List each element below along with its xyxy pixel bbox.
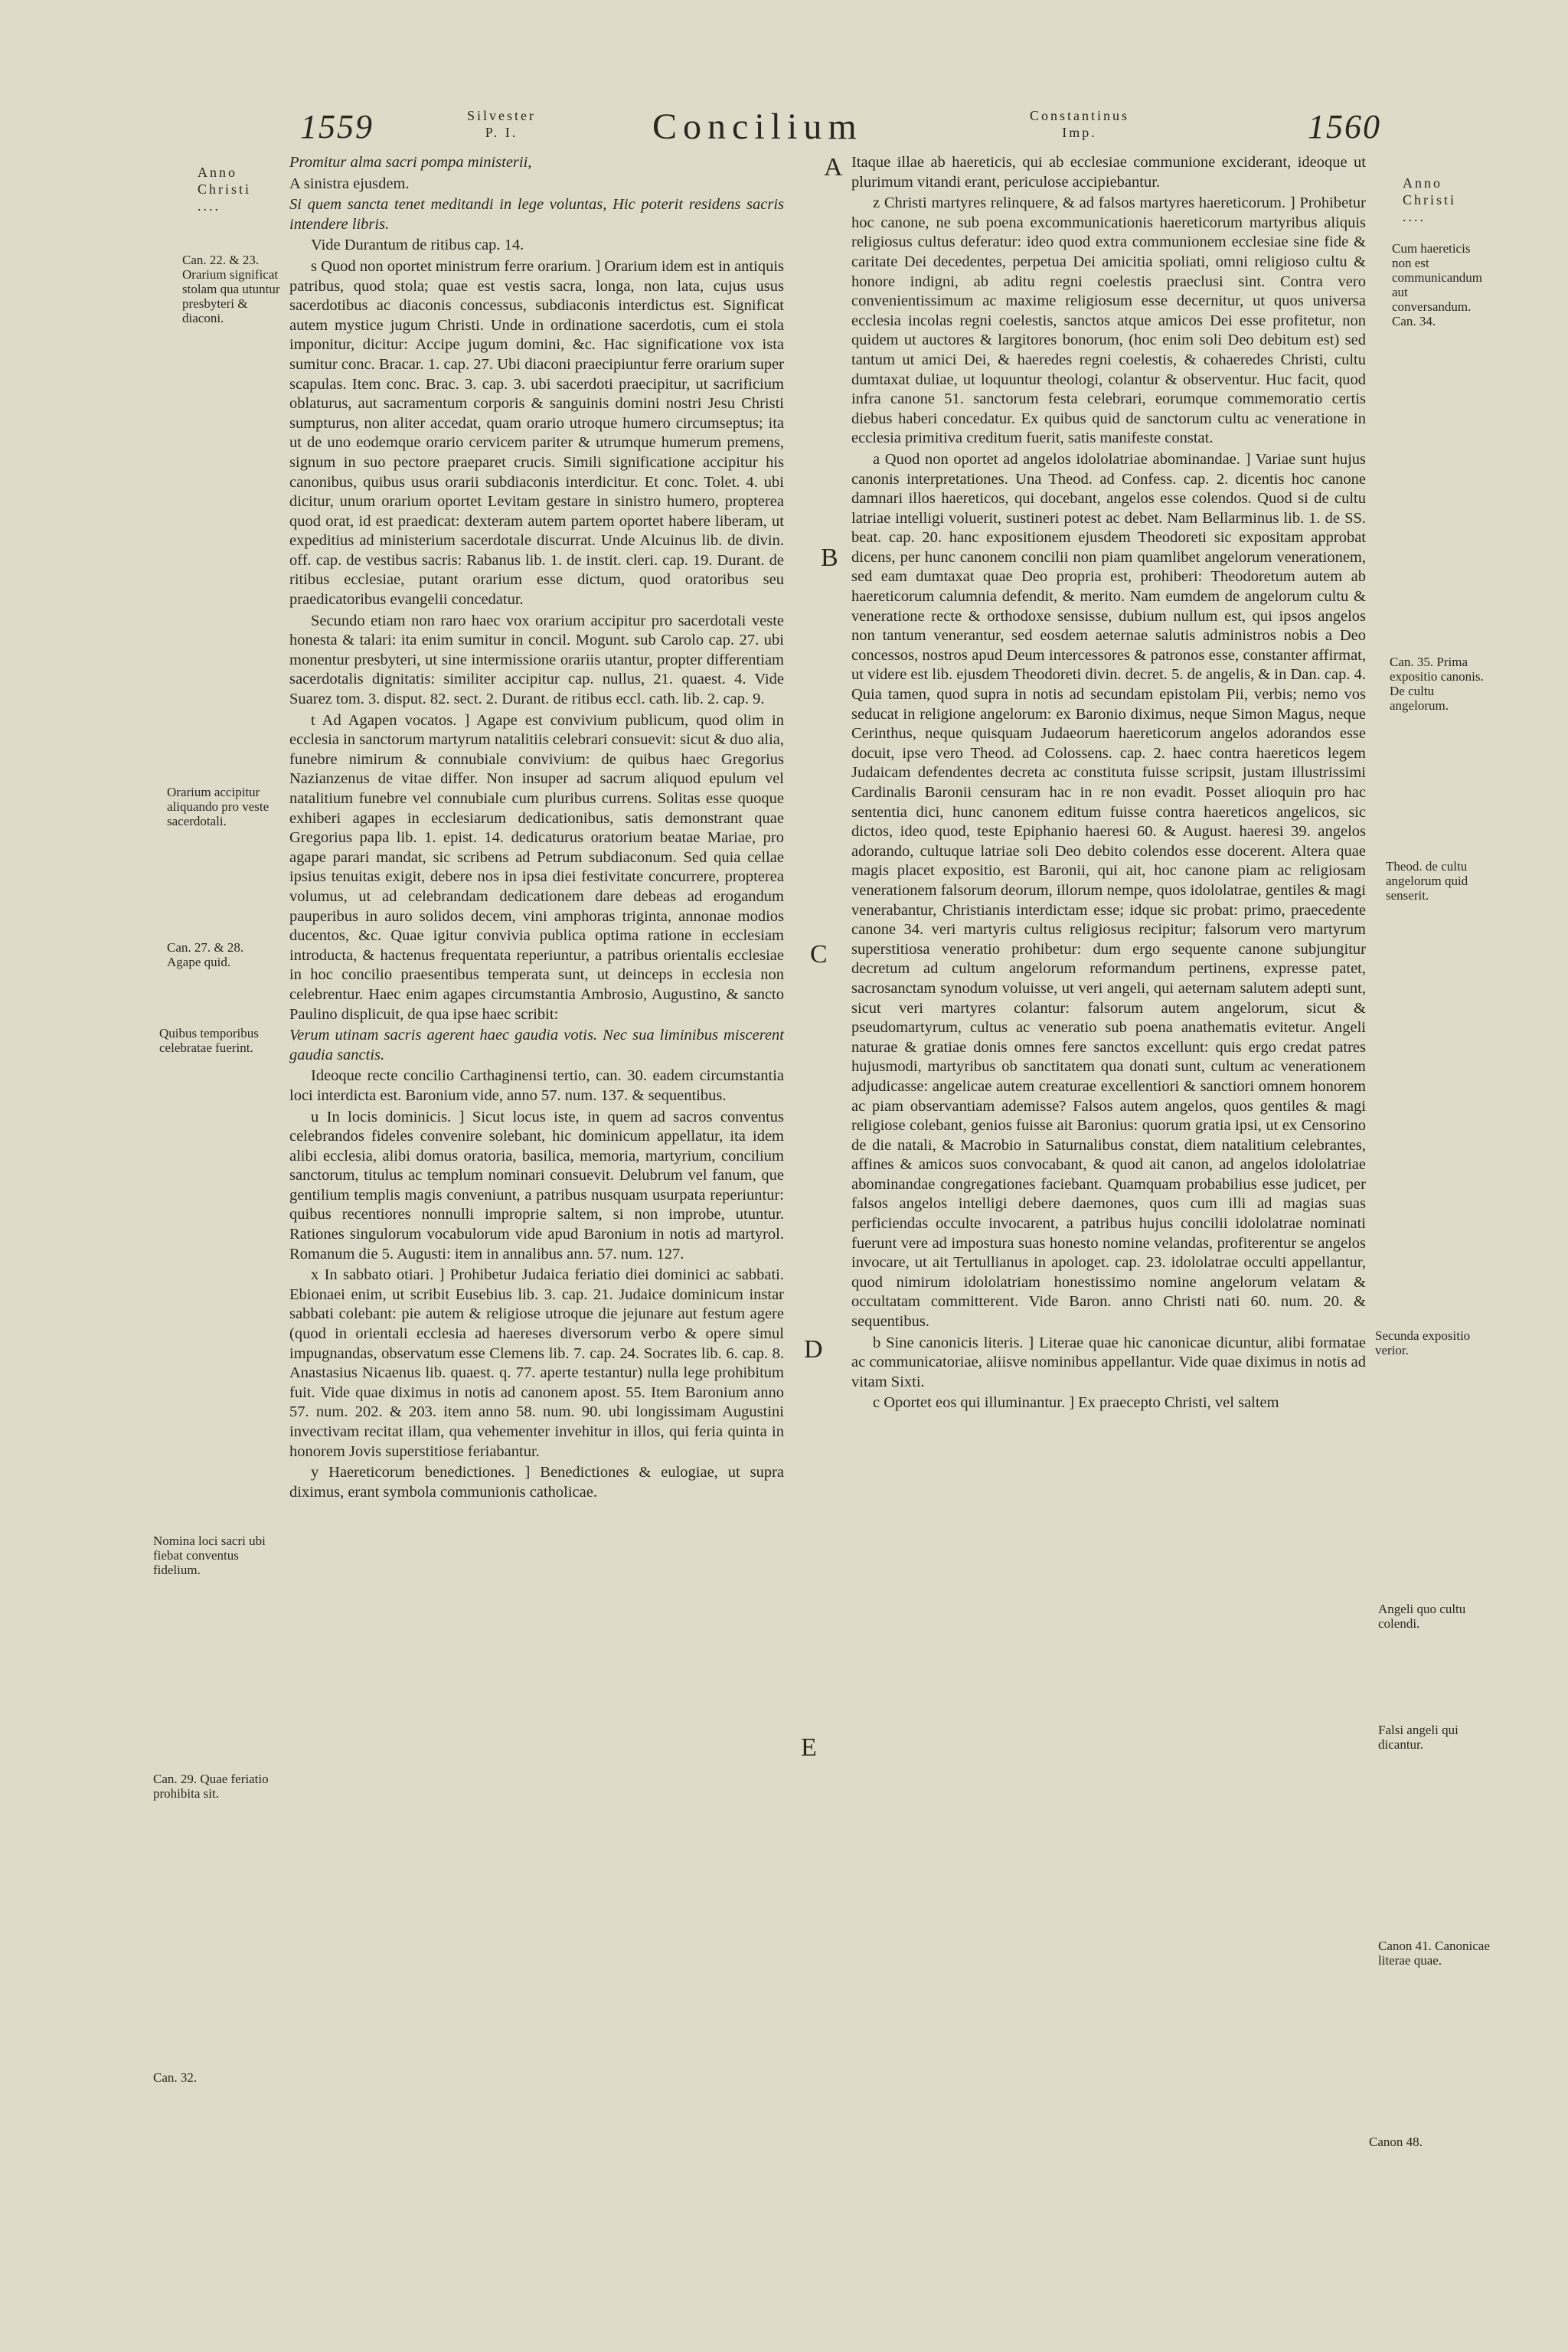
section-letter-e: E [801,1733,817,1762]
right-margin-note: Angeli quo cultu colendi. [1378,1602,1466,1631]
verse-line: Si quem sancta tenet meditandi in lege voluntas, Hic poterit residens sacris intendere libris. [289,196,784,233]
left-margin-note: Can. 32. [153,2070,198,2085]
note-s-orarium: s Quod non oportet ministrum ferre orarium. ] Orarium idem est in antiquis patribus, quod stola; quae est vestis sacra, longa, non lata, cujus usus sacerdotibus ac diaconis concessus, subdiaconis interdictus est. Significat autem mystice jugum Christi. Unde in ordinatione sacerdotis, cum ei stola imponitur, dicitur: Accipe jugum domini, &c. Hac significatione vox ista sumitur conc. Bracar. 1. cap. 27. Ubi diaconi praecipiuntur ferre orarium super scapulas. Item conc. Brac. 3. cap. 3. ubi sacerdoti praecipitur, ut sacrificium oblaturus, aut sacramentum corporis & sanguinis domini nostri Jesu Christi sumpturus, non aliter accedat, quam orario utroque humero circumseptus; ita ut de uno eodemque orario cervicem pariter & utrumque humerum premens, signum in suo pectore praeparet crucis. Simili significatione accipitur his canonibus, quibus usus orarii subdiaconis interdicitur. Et conc. Tolet. 4. ubi dicitur, unum orarium oportet Levitam gestare in sinistro humero, propterea quod orat, id est praedicat: dexteram autem partem oportet habere liberam, ut expeditius ad ministerium sacerdotale discurrat. Unde Alcuinus lib. de divin. off. cap. de vestibus sacris: Rabanus lib. 1. de instit. cleri. cap. 19. Durant. de ritibus ecclesiae, putant orarium esse dictum, quod oratoribus seu praedicatoribus evangelii concedatur. [289,257,784,609]
note-x-sabbato: x In sabbato otiari. ] Prohibetur Judaica feriatio diei dominici ac sabbati. Ebionaei enim, ut scribit Eusebius lib. 3. cap. 21. Judaice dominicum instar sabbati colebant: pie autem & religiose utroque die jejunare aut festum agere (quod in orientali ecclesia ad haereses diversorum verbo & opere simul impugnandas, observatum esse Clemens lib. 7. cap. 24. Socrates lib. 6. cap. 8. Anastasius Nicaenus lib. quaest. q. 77. aperte testantur) nulla lege prohibitum fuit. Vide quae diximus in notis ad canonem apost. 55. Item Baronium anno 57. num. 202. & 203. item anno 58. num. 90. ubi longissimam Augustini invectivam recitat illam, qua vehementer invehitur in illos, qui feria quinta in honorem Jovis superstitiose feriabantur. [289,1266,784,1460]
christi-label: Christi [1403,192,1457,207]
note-c-illuminantur: c Oportet eos qui illuminantur. ] Ex praecepto Christi, vel saltem [873,1394,1279,1412]
left-margin-note: Quibus temporibus celebratae fuerint. [159,1026,259,1055]
left-margin-note: Can. 29. Quae feriatio prohibita sit. [153,1772,269,1801]
right-margin-note: Canon 41. Canonicae literae quae. [1378,1939,1490,1968]
note-b-literis: b Sine canonicis literis. ] Literae quae hic canonicae dicuntur, alibi formatae ac communicatoriae, aliisve nominibus appellantur. Vide quae diximus in notis ad vitam Sixti. [851,1334,1366,1390]
left-margin-note: Can. 22. & 23. Orarium significat stolam qua utuntur presbyteri & diaconi. [182,253,280,325]
verse-line: Promitur alma sacri pompa ministerii, [289,154,532,171]
left-text-column [289,153,784,1504]
page-number-right: 1560 [1308,108,1381,145]
section-letter-c: C [810,940,828,969]
anno-year-placeholder: .... [198,198,220,214]
anno-label: Anno [198,165,237,180]
christi-label: Christi [198,181,252,197]
section-letter-a: A [824,153,843,181]
note-z-martyres: z Christi martyres relinquere, & ad falsos martyres haereticorum. ] Prohibetur hoc canone, ne sub poena excommunicationis haereticorum martyribus aliquis religiosus cultus deferatur: ideo quod extra communionem ecclesiae sine fide & caritate Dei decedentes, perpetua Dei amicitia spoliati, omni religioso cultu & honore indigni, ab aditu regni coelestis praeclusi sint. Contra vero convenientissimum ac maxime religiosum esse decernitur, ut quos universa ecclesia incolas regni coelestis, sanctos atque amicos Dei esse profitetur, non quidem ut auctores & largitores bonorum, (hoc enim soli Deo debitum est) sed tantum ut amici Dei, & haeredes regni coelestis, & cohaeredes Christi, cultu dumtaxat duliae, ut loquuntur theologi, colantur & observentur. Huc facit, quod infra canone 51. sanctorum festa celebrari, eorumque commemoratio certis diebus haberi concedatur. Ex quibus quid de sanctorum cultu ac veneratione in ecclesia primitiva creditum fuerit, satis manifeste constat. [851,194,1366,447]
paragraph: Ideoque recte concilio Carthaginensi tertio, can. 30. eadem circumstantia loci interdicta est. Baronium vide, anno 57. num. 137. & sequentibus. [289,1067,784,1104]
right-text-column [851,153,1366,1415]
anno-year-placeholder: .... [1403,209,1426,224]
header-constantinus-line1: Constantinus [1030,108,1130,123]
anno-christi-right [1403,175,1456,225]
page-title: Concilium [652,106,863,147]
right-margin-note: Falsi angeli qui dicantur. [1378,1723,1459,1752]
paragraph: Secundo etiam non raro haec vox orarium accipitur pro sacerdotali veste honesta & talari: ita enim sumitur in concil. Mogunt. sub Carolo cap. 27. ubi monentur presbyteri, ut sine intermissione orariis utantur, propter differentiam sacerdotalis dignitatis: similiter accipitur cap. nullus, 21. quaest. 4. Vide Suarez tom. 3. disput. 82. sect. 2. Durant. de ritibus eccl. cath. lib. 2. cap. 9. [289,612,784,708]
right-margin-note: Theod. de cultu angelorum quid senserit. [1386,859,1468,903]
paragraph: Itaque illae ab haereticis, qui ab ecclesiae communione exciderant, ideoque ut plurimum vitandi erant, periculose accipiebantur. [851,154,1366,191]
note-u-locis-dominicis: u In locis dominicis. ] Sicut locus iste, in quem ad sacros conventus celebrandos fideles convenire solebant, hic dominicum appellatur, ita idem alibi ecclesia, alibi domus oratoria, basilica, memoria, martyrium, concilium sanctorum, titulus ac templum nominari consuevit. Delubrum vel fanum, que gentilium templis magis conveniunt, a patribus nusquam usurpata reperiuntur: quibus recentiores nonnulli improprie saltem, si non improbe, utuntur. Rationes singulorum vocabulorum vide apud Baronium in notis ad martyrol. Romanum die 5. Augusti: item in annalibus ann. 57. num. 127. [289,1108,784,1263]
page-number-left: 1559 [300,108,374,145]
note-t-agape: t Ad Agapen vocatos. ] Agape est convivium publicum, quod olim in ecclesia in sanctorum martyrum natalitiis celebrari consuevit: sicut & duo alia, funebre nimirum & connubiale convivium: de quibus haec Gregorius Nazianzenus de vitae differ. Non insuper ad sacrum aliquod epulum vel natalitium funebre vel connubiale cum pluribus currens. Solitas esse quoque exhiberi agapes in ecclesiarum dedicationibus, satis demonstrant quae Gregorius papa lib. 1. epist. 14. dedicaturus oratorium beatae Mariae, pro agape parari mandat, sic scribens ad Petrum subdiaconum. Sed quia cellae ipsius tenuitas exigit, debere nos in ipsa diei festivitate concurrere, propterea volumus, ut ad celebrandam dedicationem dare debeas ad erogandum pauperibus in auro solidos decem, vini amphoras triginta, annonae modios ducentos, &c. Quae igitur convivia publica optima ratione in ecclesiam introducta, & hactenus frequentata reperiuntur, a patribus orientalis ecclesiae in hoc concilio praesentibus temperata sunt, ut deinceps in ecclesia non celebrentur. Haec enim agapes circumstantia Ambrosio, Augustino, & sancto Paulino displicuit, de qua ipse haec scribit: [289,711,784,1023]
paragraph: A sinistra ejusdem. [289,175,410,192]
header-silvester-line2: P. I. [485,125,518,140]
header-silvester-line1: Silvester [467,108,536,123]
header-constantinus [1030,107,1129,141]
left-margin-note: Nomina loci sacri ubi fiebat conventus fidelium. [153,1534,266,1577]
right-margin-note: Secunda expositio verior. [1375,1328,1471,1357]
section-letter-d: D [804,1335,823,1364]
right-margin-note: Cum haereticis non est communicandum aut conversandum. Can. 34. [1392,241,1483,328]
left-margin-note: Can. 27. & 28. Agape quid. [167,940,244,969]
right-margin-note: Canon 48. [1369,2135,1423,2149]
section-letter-b: B [821,544,838,572]
paragraph: Vide Durantum de ritibus cap. 14. [311,237,524,254]
header-silvester [467,107,536,141]
note-a-angelos: a Quod non oportet ad angelos idololatriae abominandae. ] Variae sunt hujus canonis interpretationes. Una Theod. ad Confess. cap. 2. dicentis hoc canone damnari illos haereticos, qui docebant, angelos esse colendos. Quod si de cultu latriae intelligi voluerit, sustineri potest ac debet. Nam Bellarminus lib. 1. de SS. beat. cap. 20. hanc expositionem ejusdem Theodoreti sic expositam approbat dicens, per hunc canonem concilii non piam quamlibet angelorum venerationem, sed eam dumtaxat quae Deo propria est, prohiberi: Theodoretum autem ab haereticorum calumnia defendit, & merito. Nam eumdem de angelorum cultu & veneratione recte & orthodoxe sensisse, dubium nullum est, qui ipsos angelos non tantum venerantur, sed eosdem aeternae salutis administros nobis a Deo concessos, nostros apud Deum intercessores & patronos esse, constanter affirmat, ut videre est lib. ejusdem Theodoreti divin. decret. 5. de angelis, & in Dan. cap. 4. Quia tamen, quod supra in notis ad secundam epistolam Pii, verbis; nemo vos seducat in religione angelorum: ex Baronio diximus, neque Simon Magus, neque Cerinthus, neque quisquam Judaeorum haereticorum angelos adorandos esse docuit, ipse vero Theod. ad Colossens. cap. 2. haec contra haereticos legem Judaicam defendentes decreta ac constituta fuisse scripsit, justam illustrissimi Cardinalis Baronii censuram hac in re non evadit. Posset alioquin pro hac sententia dici, hunc canonem editum fuisse contra haereticos angelicos, sic dictos, ideo quod, teste Epiphanio haeresi 60. & August. haeresi 39. angelos adorando, cultuque latriae soli Deo debito colendos esse docerent. Altera quae magis placet expositio, est Baronii, qui ait, hoc canone piam ac religiosam venerationem falsorum deorum, illorum nempe, quos idololatrae, gentiles & magi venerabantur, Christianis interdictam esse; idque sic probat: primo, praecedente canone 34. veri martyris cultus religiosus recipitur; falsorum vero martyrum superstitiosa veneratio prohibetur: dum ergo sequente canone subjungitur decretum ad cultum angelorum reformandum pertinens, expresse patet, sacrosanctam synodum voluisse, ut veri angeli, qui aeternam salutem adepti sunt, sicut veri martyres colantur: falsorum autem angelorum, sicut & pseudomartyrum, cultus ac veneratio sub poena anathematis evitetur. Angeli naturae & gratiae donis omnes fere sanctos excellunt: quis ergo credat patres hujusmodi, martyribus ob sanctitatem qua donati sunt, cultum ac venerationem adjudicasse: angelicae autem creaturae excellentiori & sanctiori omnem honorem ac piam observantiam ademisse? Falsos autem angelos, quos gentiles & magi religiose colebant, genios fuisse ait Baronius: quorum gratia ipsi, ut ex Censorino de die natali, & Macrobio in Saturnalibus constat, diem natalitium celebrantes, affines & amicos suos convocabant, & quod ait canon, ad angelos idololatriae abominandae congregationes faciebant. Quamquam probabilius esse judicet, per falsos angelos intelligi debere daemones, quos cum illi ad magias suas perficiendas occulte invocarent, a patribus hujus concilii idololatrae nominati fuerunt vere ad impostura suas honesto nomine velandas, profiterentur se angelos invocare, ut ait Tertullianus in apologet. cap. 23. idololatrae occulti appellantur, quod nimirum idololatriam honestissimo nomine angelorum velatam & occultatam committerent. Vide Baron. anno Christi nati 60. num. 20. & sequentibus. [851,450,1366,1331]
anno-label: Anno [1403,175,1442,191]
note-y-benedictiones: y Haereticorum benedictiones. ] Benedictiones & eulogiae, ut supra diximus, erant symbola communionis catholicae. [289,1464,784,1501]
anno-christi-left [198,164,251,214]
header-constantinus-line2: Imp. [1062,125,1097,140]
left-margin-note: Orarium accipitur aliquando pro veste sacerdotali. [167,785,270,828]
verse-line: Verum utinam sacris agerent haec gaudia votis. Nec sua liminibus miscerent gaudia sanctis. [289,1027,784,1063]
right-margin-note: Can. 35. Prima expositio canonis. De cultu angelorum. [1390,655,1484,713]
